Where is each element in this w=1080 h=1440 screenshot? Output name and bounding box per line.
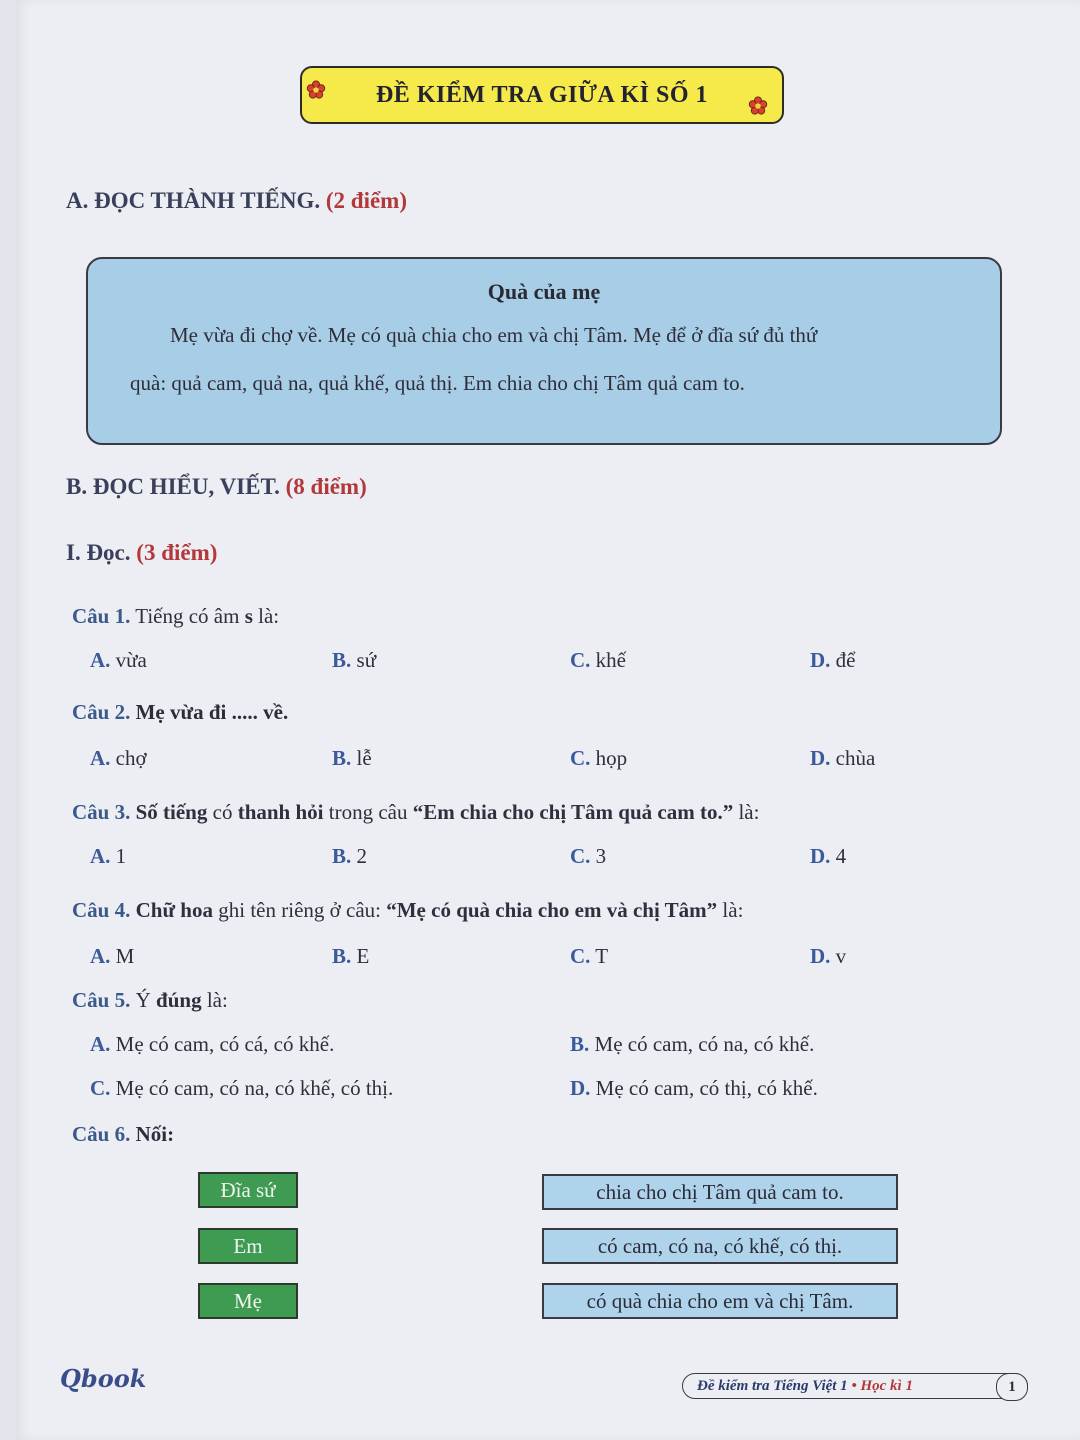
reading-passage [86,257,1002,445]
question-text: là: [717,898,744,922]
option-text: khế [595,648,626,672]
question-2 [72,700,288,725]
section-b-points: (8 điểm) [285,474,367,499]
option-letter: C. [570,746,591,770]
option-text: lễ [356,746,372,770]
question-label: Câu 6. [72,1122,131,1146]
page-number: 1 [996,1373,1028,1401]
flower-icon [748,96,768,116]
match-right-item[interactable]: có quà chia cho em và chị Tâm. [542,1283,898,1319]
section-a-points: (2 điểm) [325,188,407,213]
option-text: M [115,944,135,968]
title-banner [300,66,784,124]
option-letter: D. [810,648,831,672]
option-text: 3 [595,844,607,868]
option-letter: C. [570,844,591,868]
question-text: là: [201,988,228,1012]
option-text: chùa [835,746,876,770]
option-letter: D. [810,844,831,868]
option-text: E [356,944,370,968]
question-label: Câu 3. [72,800,131,824]
option-text: 2 [356,844,368,868]
option-text: Mẹ có cam, có cá, có khế. [115,1032,335,1056]
option-text: Mẹ có cam, có na, có khế, có thị. [115,1076,394,1100]
match-right-item[interactable]: chia cho chị Tâm quả cam to. [542,1174,898,1210]
part-1-points: (3 điểm) [136,540,218,565]
answer-option[interactable] [90,844,126,869]
question-text: ghi tên riêng ở câu: [213,898,387,922]
question-text: có [207,800,238,824]
question-1 [72,604,279,629]
question-4 [72,898,743,923]
answer-option[interactable] [570,1032,814,1057]
answer-option[interactable] [810,648,856,673]
publisher-logo: Qbook [60,1364,147,1393]
option-text: Mẹ có cam, có na, có khế. [594,1032,815,1056]
question-text-bold: Chữ hoa [135,898,213,922]
option-text: Mẹ có cam, có thị, có khế. [595,1076,818,1100]
option-text: 1 [115,844,127,868]
option-letter: B. [570,1032,590,1056]
part-1-heading [66,540,217,566]
option-letter: C. [90,1076,111,1100]
option-letter: A. [90,944,111,968]
answer-option[interactable] [810,746,875,771]
footer-book-info [682,1373,1028,1399]
question-text: Ý [135,988,157,1012]
question-text: là: [733,800,760,824]
question-text: Nối: [135,1122,175,1146]
answer-option[interactable] [570,944,608,969]
flower-icon [306,80,326,100]
option-letter: A. [90,844,111,868]
option-letter: B. [332,746,352,770]
section-a-heading [66,188,407,214]
option-letter: D. [810,746,831,770]
page-title: ĐỀ KIỂM TRA GIỮA KÌ SỐ 1 [375,81,709,108]
match-left-item[interactable]: Đĩa sứ [198,1172,298,1208]
answer-option[interactable] [332,746,372,771]
match-left-item[interactable]: Mẹ [198,1283,298,1319]
answer-option[interactable] [810,844,846,869]
match-right-item[interactable]: có cam, có na, có khế, có thị. [542,1228,898,1264]
footer-bullet: • [851,1377,857,1394]
option-letter: B. [332,844,352,868]
answer-option[interactable] [90,944,134,969]
option-text: 4 [835,844,847,868]
option-text: chợ [115,746,147,770]
question-label: Câu 5. [72,988,131,1012]
option-text: T [595,944,609,968]
question-3 [72,800,759,825]
question-text: trong câu [323,800,413,824]
option-letter: B. [332,944,352,968]
question-text-bold: s [244,604,253,628]
option-text: vừa [115,648,147,672]
answer-option[interactable] [570,746,627,771]
option-text: họp [595,746,628,770]
question-text-bold: thanh hỏi [237,800,324,824]
answer-option[interactable] [810,944,846,969]
question-text-bold: “Mẹ có quà chia cho em và chị Tâm” [386,898,718,922]
answer-option[interactable] [332,844,367,869]
question-text-bold: “Em chia cho chị Tâm quả cam to.” [412,800,734,824]
answer-option[interactable] [90,746,147,771]
option-letter: C. [570,648,591,672]
question-6 [72,1122,174,1147]
passage-title: Quà của mẹ [487,279,601,304]
answer-option[interactable] [570,844,606,869]
option-letter: A. [90,1032,111,1056]
answer-option[interactable] [570,648,626,673]
option-text: sứ [356,648,377,672]
answer-option[interactable] [332,944,369,969]
question-text: là: [252,604,280,628]
option-letter: D. [810,944,831,968]
option-text: để [835,648,856,672]
question-5 [72,988,228,1013]
question-text-bold: Số tiếng [135,800,208,824]
question-text-bold: đúng [156,988,202,1012]
option-letter: B. [332,648,352,672]
section-b-label: B. ĐỌC HIỂU, VIẾT. [66,474,280,499]
passage-line: quà: quả cam, quả na, quả khế, quả thị. Em chia cho chị Tâm quả cam to. [130,371,745,395]
answer-option[interactable] [90,1076,393,1101]
passage-line: Mẹ vừa đi chợ về. Mẹ có quà chia cho em và chị Tâm. Mẹ để ở đĩa sứ đủ thứ [170,323,818,347]
option-text: v [835,944,847,968]
question-text: Tiếng có âm [135,604,245,628]
option-letter: A. [90,648,111,672]
answer-option[interactable] [90,648,147,673]
question-label: Câu 2. [72,700,131,724]
answer-option[interactable] [332,648,376,673]
section-b-heading [66,474,367,500]
match-left-item[interactable]: Em [198,1228,298,1264]
footer-book-title: Đề kiểm tra Tiếng Việt 1 [697,1377,848,1394]
section-a-label: A. ĐỌC THÀNH TIẾNG. [66,188,321,213]
footer-term: Học kì 1 [860,1377,913,1394]
option-letter: D. [570,1076,591,1100]
answer-option[interactable] [570,1076,818,1101]
option-letter: A. [90,746,111,770]
question-label: Câu 4. [72,898,131,922]
question-label: Câu 1. [72,604,131,628]
part-1-label: I. Đọc. [66,540,131,565]
answer-option[interactable] [90,1032,334,1057]
option-letter: C. [570,944,591,968]
question-text: Mẹ vừa đi ..... về. [135,700,289,724]
